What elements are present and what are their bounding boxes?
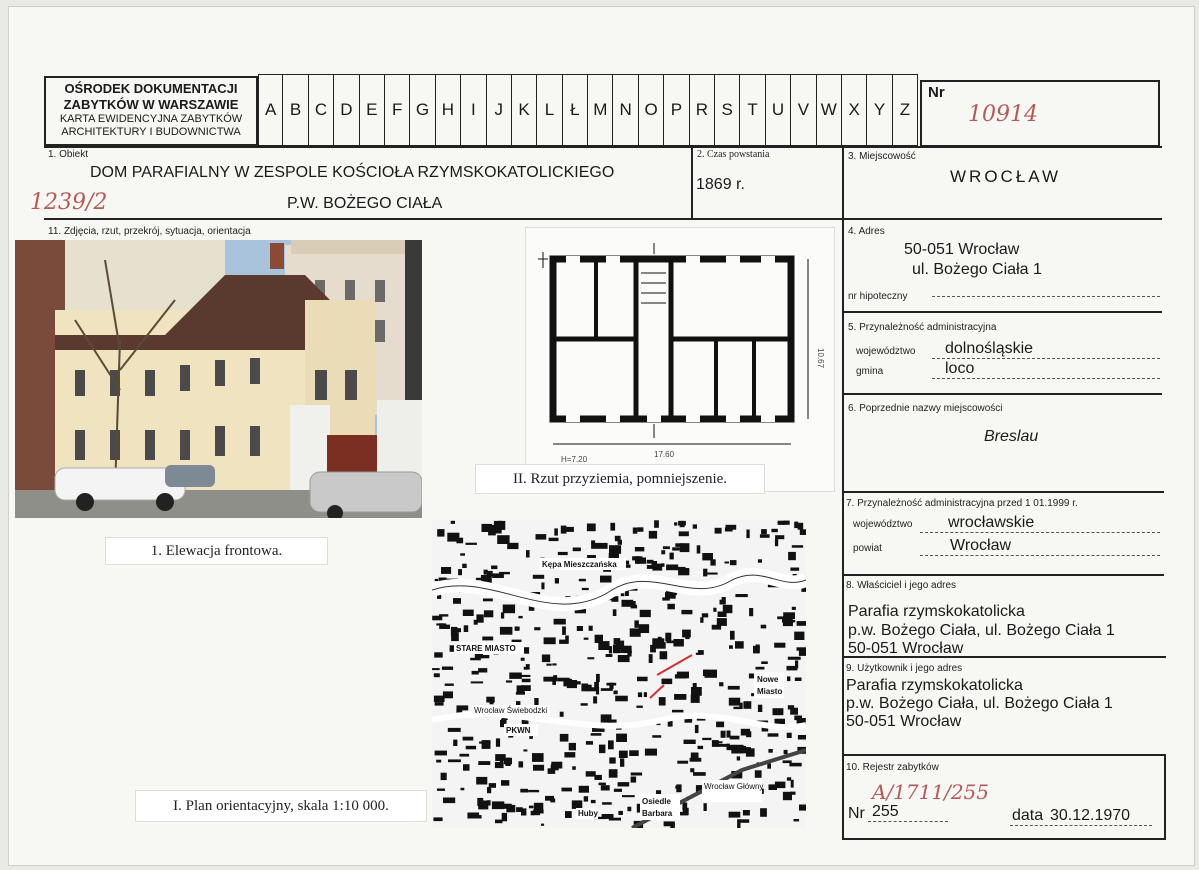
row-line-object [44, 218, 1162, 220]
index-letter: F [385, 74, 410, 146]
col-line-reg [1164, 754, 1166, 840]
map-label-swiebodzki: Wrocław Świebodzki [474, 706, 548, 715]
commune-value: loco [945, 360, 975, 377]
index-letter: U [766, 74, 791, 146]
index-letter: I [461, 74, 486, 146]
user-label: 9. Użytkownik i jego adres [846, 663, 963, 674]
index-letter: D [334, 74, 359, 146]
owner-label: 8. Właściciel i jego adres [846, 580, 957, 591]
object-name-line2: P.W. BOŻEGO CIAŁA [287, 195, 443, 212]
map-label-osiedle: Osiedle [642, 797, 671, 806]
institution-name-2: ZABYTKÓW W WARSZAWIE [63, 97, 239, 112]
images-label: 11. Zdjęcia, rzut, przekrój, sytuacja, orientacja [48, 226, 251, 237]
registry-nr-value: 255 [872, 803, 899, 820]
col-line-1 [691, 146, 693, 219]
plan-width-dim: 17.60 [654, 450, 675, 459]
old-voivodeship-value: wrocławskie [948, 514, 1035, 531]
address-label: 4. Adres [848, 226, 885, 237]
date-created-value: 1869 r. [696, 176, 745, 193]
commune-label: gmina [856, 366, 884, 377]
voivodeship-label: województwo [856, 346, 916, 357]
admin-before-label: 7. Przynależność administracyjna przed 1 01.1999 r. [846, 498, 1078, 509]
index-letter: G [410, 74, 435, 146]
nr-box [920, 80, 1160, 147]
index-letter: X [842, 74, 867, 146]
mortgage-dots [932, 296, 1160, 297]
col-line-right-panel [842, 146, 844, 840]
map-label-barbara: Barbara [642, 809, 673, 818]
address-line2: ul. Bożego Ciała 1 [912, 261, 1042, 278]
index-letter: Y [867, 74, 892, 146]
nr-handwritten-value: 10914 [968, 102, 1038, 127]
registry-label: 10. Rejestr zabytków [846, 762, 939, 773]
map-label-wroclaw-glowny: Wrocław Główny [704, 782, 764, 791]
index-letter: B [283, 74, 308, 146]
index-letter: Z [893, 74, 918, 146]
index-letter: Ł [563, 74, 588, 146]
index-letter: A [258, 74, 283, 146]
plan-caption: II. Rzut przyziemia, pomniejszenie. [475, 464, 765, 494]
commune-dots [932, 378, 1160, 379]
owner-line2: p.w. Bożego Ciała, ul. Bożego Ciała 1 [848, 622, 1115, 639]
registry-date-value: 30.12.1970 [1050, 807, 1131, 824]
user-line3: 50-051 Wrocław [846, 713, 962, 730]
photo-caption: 1. Elewacja frontowa. [105, 537, 328, 565]
district-label: powiat [853, 543, 882, 554]
object-name-line1: DOM PARAFIALNY W ZESPOLE KOŚCIOŁA RZYMSKOKATOLICKIEGO [90, 164, 615, 181]
index-letter: K [512, 74, 537, 146]
previous-names-label: 6. Poprzednie nazwy miejscowości [848, 403, 1003, 414]
row-line-5 [842, 393, 1162, 395]
old-voivodeship-dots [920, 532, 1160, 533]
row-line-top [44, 146, 1162, 148]
index-letter: J [487, 74, 512, 146]
map-caption: I. Plan orientacyjny, skala 1:10 000. [135, 790, 427, 822]
row-line-10 [842, 838, 1166, 840]
previous-names-value: Breslau [984, 428, 1039, 445]
index-letter: L [537, 74, 562, 146]
index-letter: M [588, 74, 613, 146]
district-dots [920, 555, 1160, 556]
registry-nr-label: Nr [848, 805, 865, 822]
institution-name-1: OŚRODEK DOKUMENTACJI [64, 81, 238, 96]
map-label-miasto: Miasto [757, 687, 783, 696]
user-line2: p.w. Bożego Ciała, ul. Bożego Ciała 1 [846, 695, 1113, 712]
registry-handwritten: A/1711/255 [872, 780, 989, 804]
index-letter: V [791, 74, 816, 146]
registry-date-label: data [1012, 807, 1044, 824]
map-label-nowe: Nowe [757, 675, 779, 684]
address-line1: 50-051 Wrocław [904, 241, 1020, 258]
object-handwritten-number: 1239/2 [30, 190, 108, 215]
institution-box [44, 76, 258, 146]
plan-depth-dim: 10.67 [816, 348, 825, 369]
index-letter: O [639, 74, 664, 146]
admin-label: 5. Przynależność administracyjna [848, 322, 997, 333]
voivodeship-dots [932, 358, 1160, 359]
row-line-6 [842, 491, 1164, 493]
index-letter-row [258, 74, 918, 146]
index-letter: E [360, 74, 385, 146]
registry-nr-dots [868, 821, 948, 822]
locality-value: WROCŁAW [950, 167, 1062, 186]
mortgage-label: nr hipoteczny [848, 291, 908, 302]
index-letter: N [613, 74, 638, 146]
owner-line1: Parafia rzymskokatolicka [848, 603, 1025, 620]
index-letter: C [309, 74, 334, 146]
date-created-label: 2. Czas powstania [697, 149, 770, 160]
row-line-4 [842, 311, 1162, 313]
card-type-2: ARCHITEKTURY I BUDOWNICTWA [61, 126, 241, 138]
index-letter: H [436, 74, 461, 146]
voivodeship-value: dolnośląskie [945, 340, 1034, 357]
index-letter: R [690, 74, 715, 146]
city-map-drawing [432, 520, 806, 828]
locality-label: 3. Miejscowość [848, 151, 916, 162]
floor-plan-drawing [526, 228, 836, 493]
district-value: Wrocław [950, 537, 1012, 554]
map-label-stare-miasto: STARE MIASTO [456, 644, 516, 653]
floor-plan [525, 227, 835, 492]
orientation-map [432, 520, 806, 828]
map-label-pkwn: PKWN [506, 726, 531, 735]
map-label-huby: Huby [578, 809, 598, 818]
nr-label: Nr [928, 84, 945, 101]
index-letter: P [664, 74, 689, 146]
index-letter: S [715, 74, 740, 146]
index-letter: T [740, 74, 765, 146]
owner-line3: 50-051 Wrocław [848, 640, 964, 657]
user-line1: Parafia rzymskokatolicka [846, 677, 1023, 694]
building-photo-drawing [15, 240, 422, 518]
plan-height-note: H=7.20 [561, 455, 588, 464]
row-line-7 [842, 574, 1164, 576]
card-type-1: KARTA EWIDENCYJNA ZABYTKÓW [59, 113, 243, 125]
row-line-9 [842, 754, 1166, 756]
front-elevation-photo [15, 240, 422, 518]
index-letter: W [817, 74, 842, 146]
registry-date-dots [1010, 825, 1152, 826]
old-voivodeship-label: województwo [853, 519, 913, 530]
object-label: 1. Obiekt [48, 149, 89, 160]
map-label-kepa: Kępa Mieszczańska [542, 560, 617, 569]
